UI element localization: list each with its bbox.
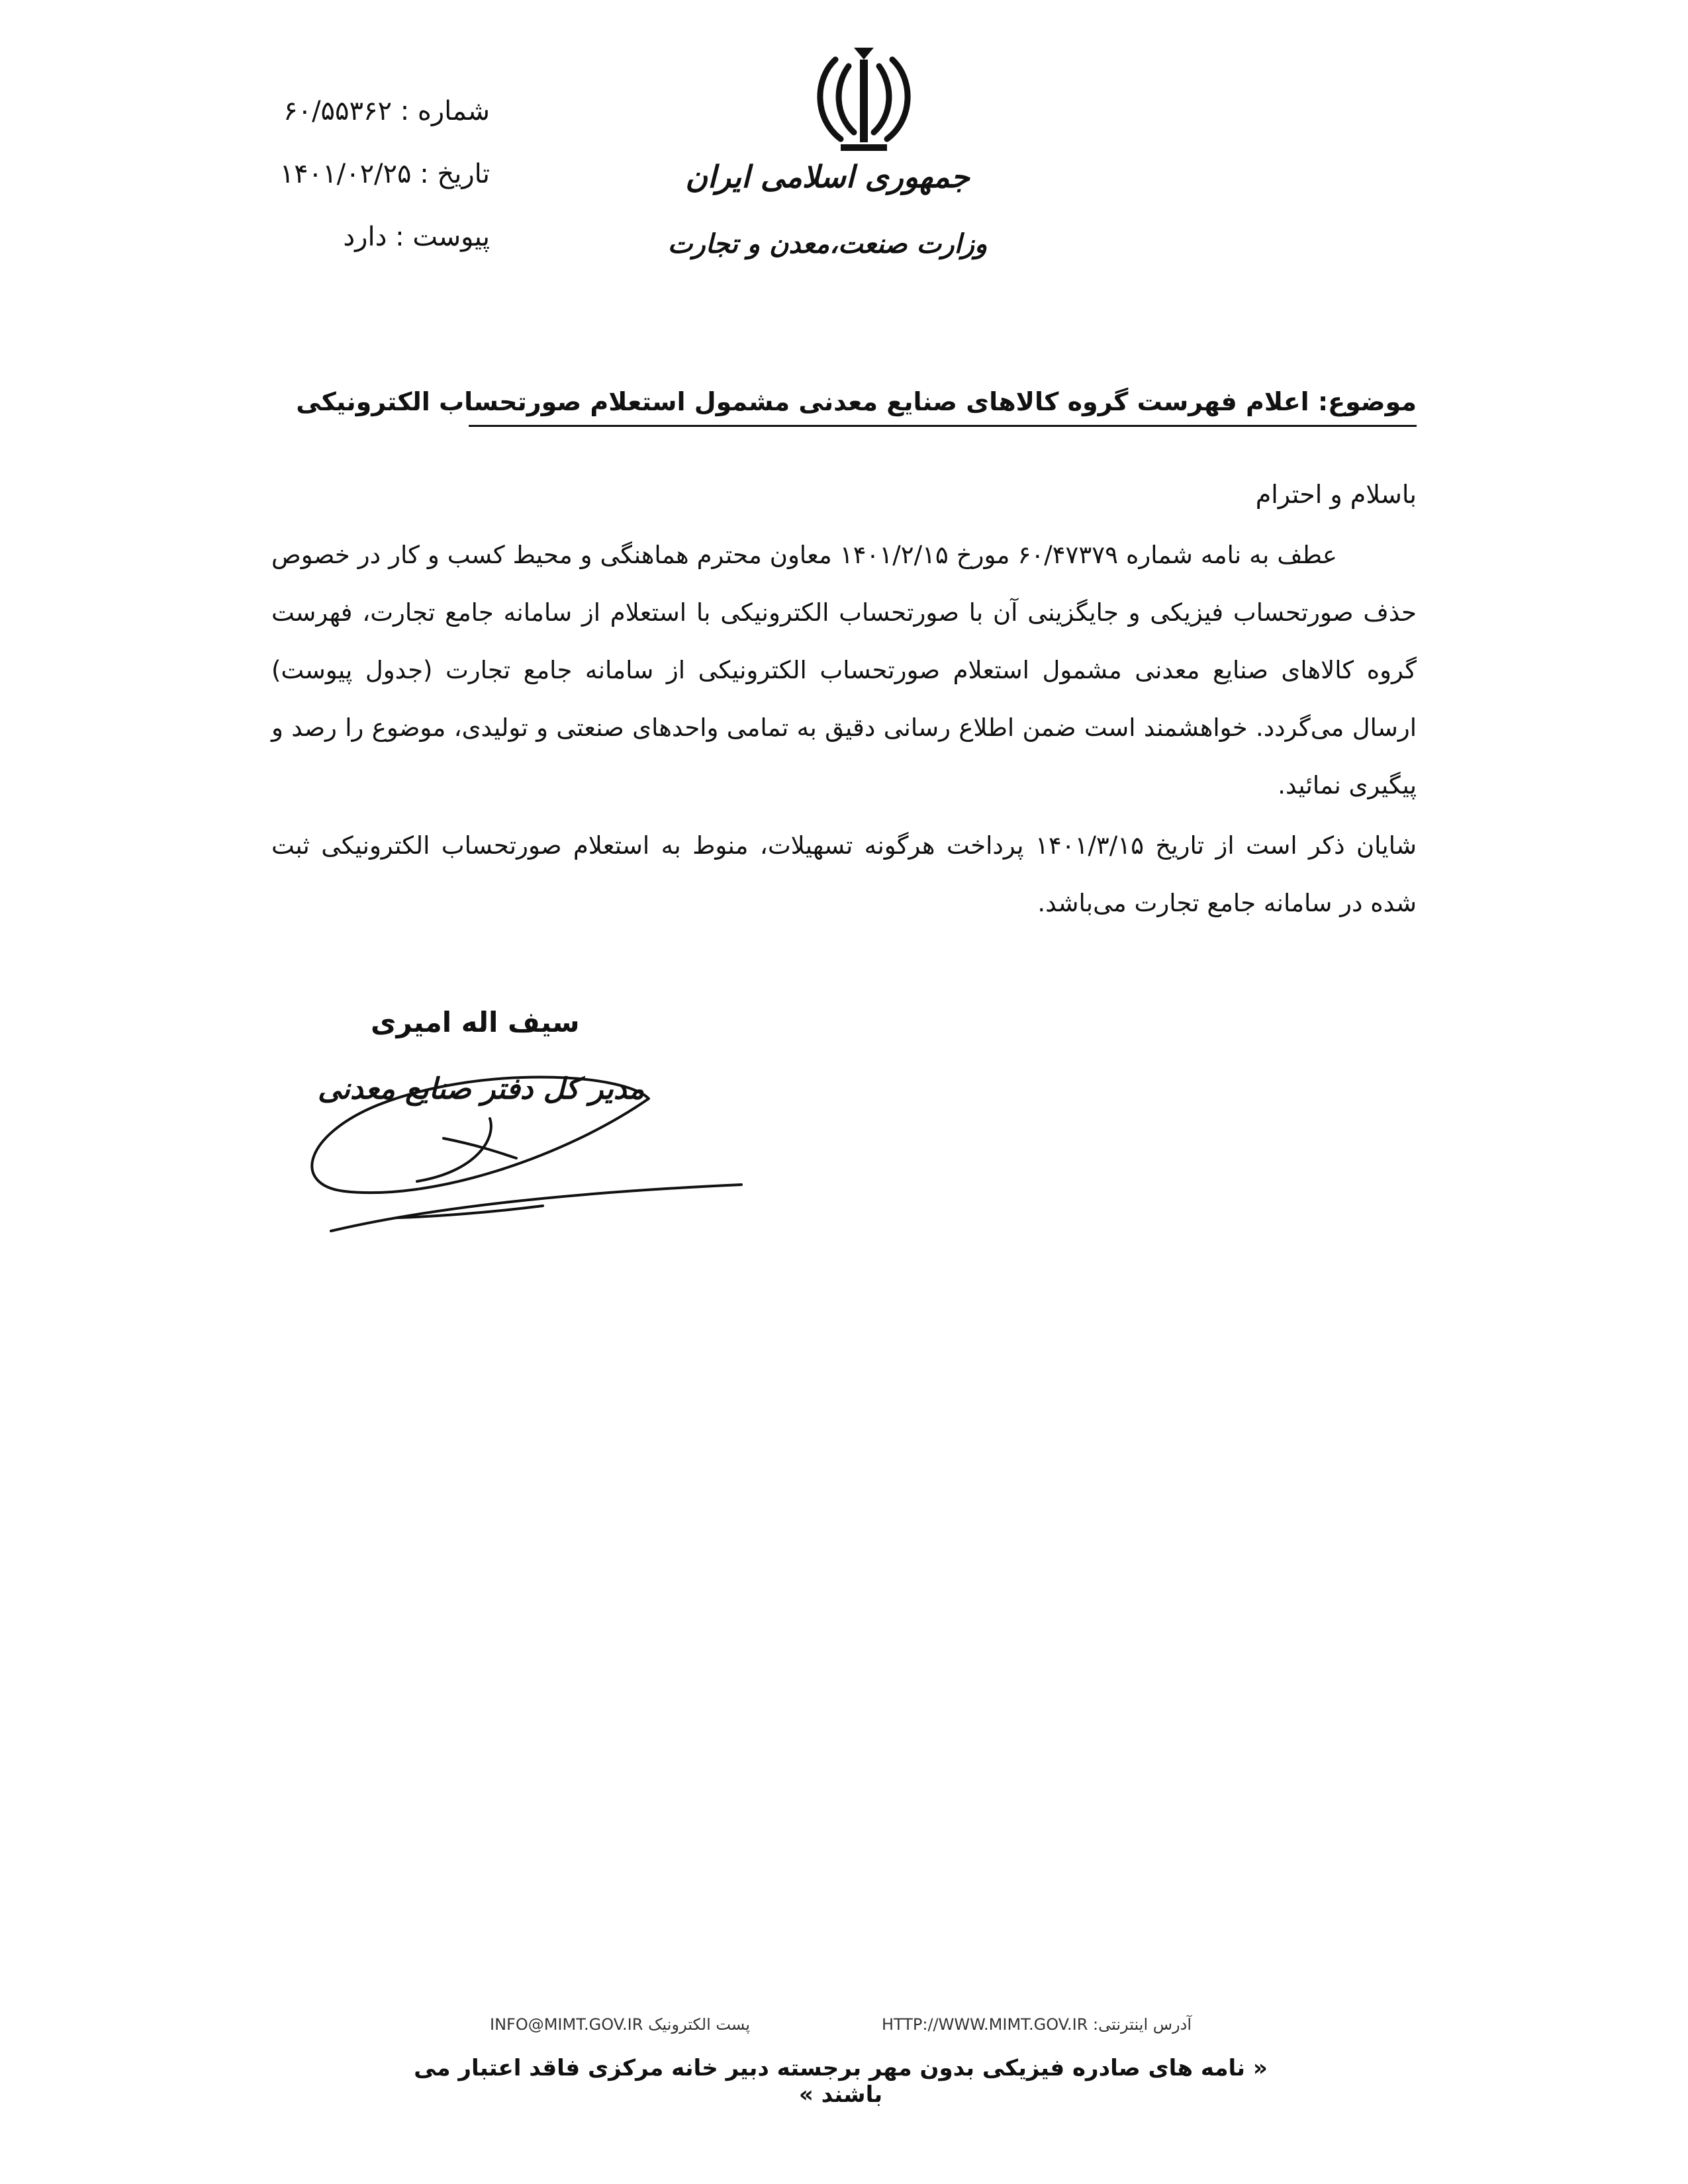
letter-number-value: ۶۰/۵۵۳۶۲: [283, 96, 392, 126]
letter-number-label: شماره :: [400, 96, 490, 126]
iran-emblem-icon: [808, 40, 920, 159]
letter-attachment: [343, 224, 490, 250]
footer-email-label: پست الکترونیک: [648, 2015, 751, 2034]
ministry-name: وزارت صنعت،معدن و تجارت: [667, 228, 988, 259]
footer-contact: [490, 2015, 1192, 2034]
footer-website-label: آدرس اینترنتی:: [1093, 2015, 1192, 2034]
handwritten-signature: [278, 1059, 755, 1257]
letter-attachment-label: پیوست :: [395, 222, 490, 252]
footer-website: HTTP://WWW.MIMT.GOV.IR: [881, 2015, 1088, 2034]
letter-subject: موضوع: اعلام فهرست گروه کالاهای صنایع معدنی مشمول استعلام صورتحساب الکترونیکی: [296, 387, 1417, 416]
letter-date: [280, 161, 490, 187]
letter-date-value: ۱۴۰۱/۰۲/۲۵: [279, 159, 412, 189]
letter-attachment-value: دارد: [343, 222, 387, 252]
footer-email: INFO@MIMT.GOV.IR: [490, 2015, 643, 2034]
footer-website-block: [882, 2015, 1192, 2034]
footer-note: « نامه های صادره فیزیکی بدون مهر برجسته دبیر خانه مرکزی فاقد اعتبار می باشند »: [414, 2055, 1268, 2108]
letter-meta: [199, 98, 490, 270]
letter-date-label: تاریخ :: [420, 159, 490, 189]
body-paragraph-1: عطف به نامه شماره ۶۰/۴۷۳۷۹ مورخ ۱۴۰۱/۲/۱۵ معاون محترم هماهنگی و محیط کسب و کار در خصوص حذف صورتحساب فیزیکی و جایگزینی آن با صورتحساب الکترونیکی با استعلام از سامانه جامع تجارت، فهرست گروه کالاهای صنایع معدنی مشمول استعلام صورتحساب الکترونیکی از سامانه جامع تجارت (جدول پیوست) ارسال می‌گردد. خواهشمند است ضمن اطلاع رسانی دقیق به تمامی واحدهای صنعتی و تولیدی، موضوع را رصد و پیگیری نمائید.: [271, 541, 1417, 799]
signatory-title: مدیر کل دفتر صنایع معدنی: [318, 1072, 645, 1106]
country-name: جمهوری اسلامی ایران: [685, 159, 970, 195]
greeting: باسلام و احترام: [1255, 480, 1417, 509]
signatory-name: سیف اله امیری: [371, 1006, 580, 1038]
footer-email-block: [490, 2015, 750, 2034]
subject-underline: [469, 425, 1417, 427]
letter-number: [283, 98, 490, 124]
body-paragraph-2: شایان ذکر است از تاریخ ۱۴۰۱/۳/۱۵ پرداخت هرگونه تسهیلات، منوط به استعلام صورتحساب الکترونیکی ثبت شده در سامانه جامع تجارت می‌باشد.: [271, 831, 1417, 917]
